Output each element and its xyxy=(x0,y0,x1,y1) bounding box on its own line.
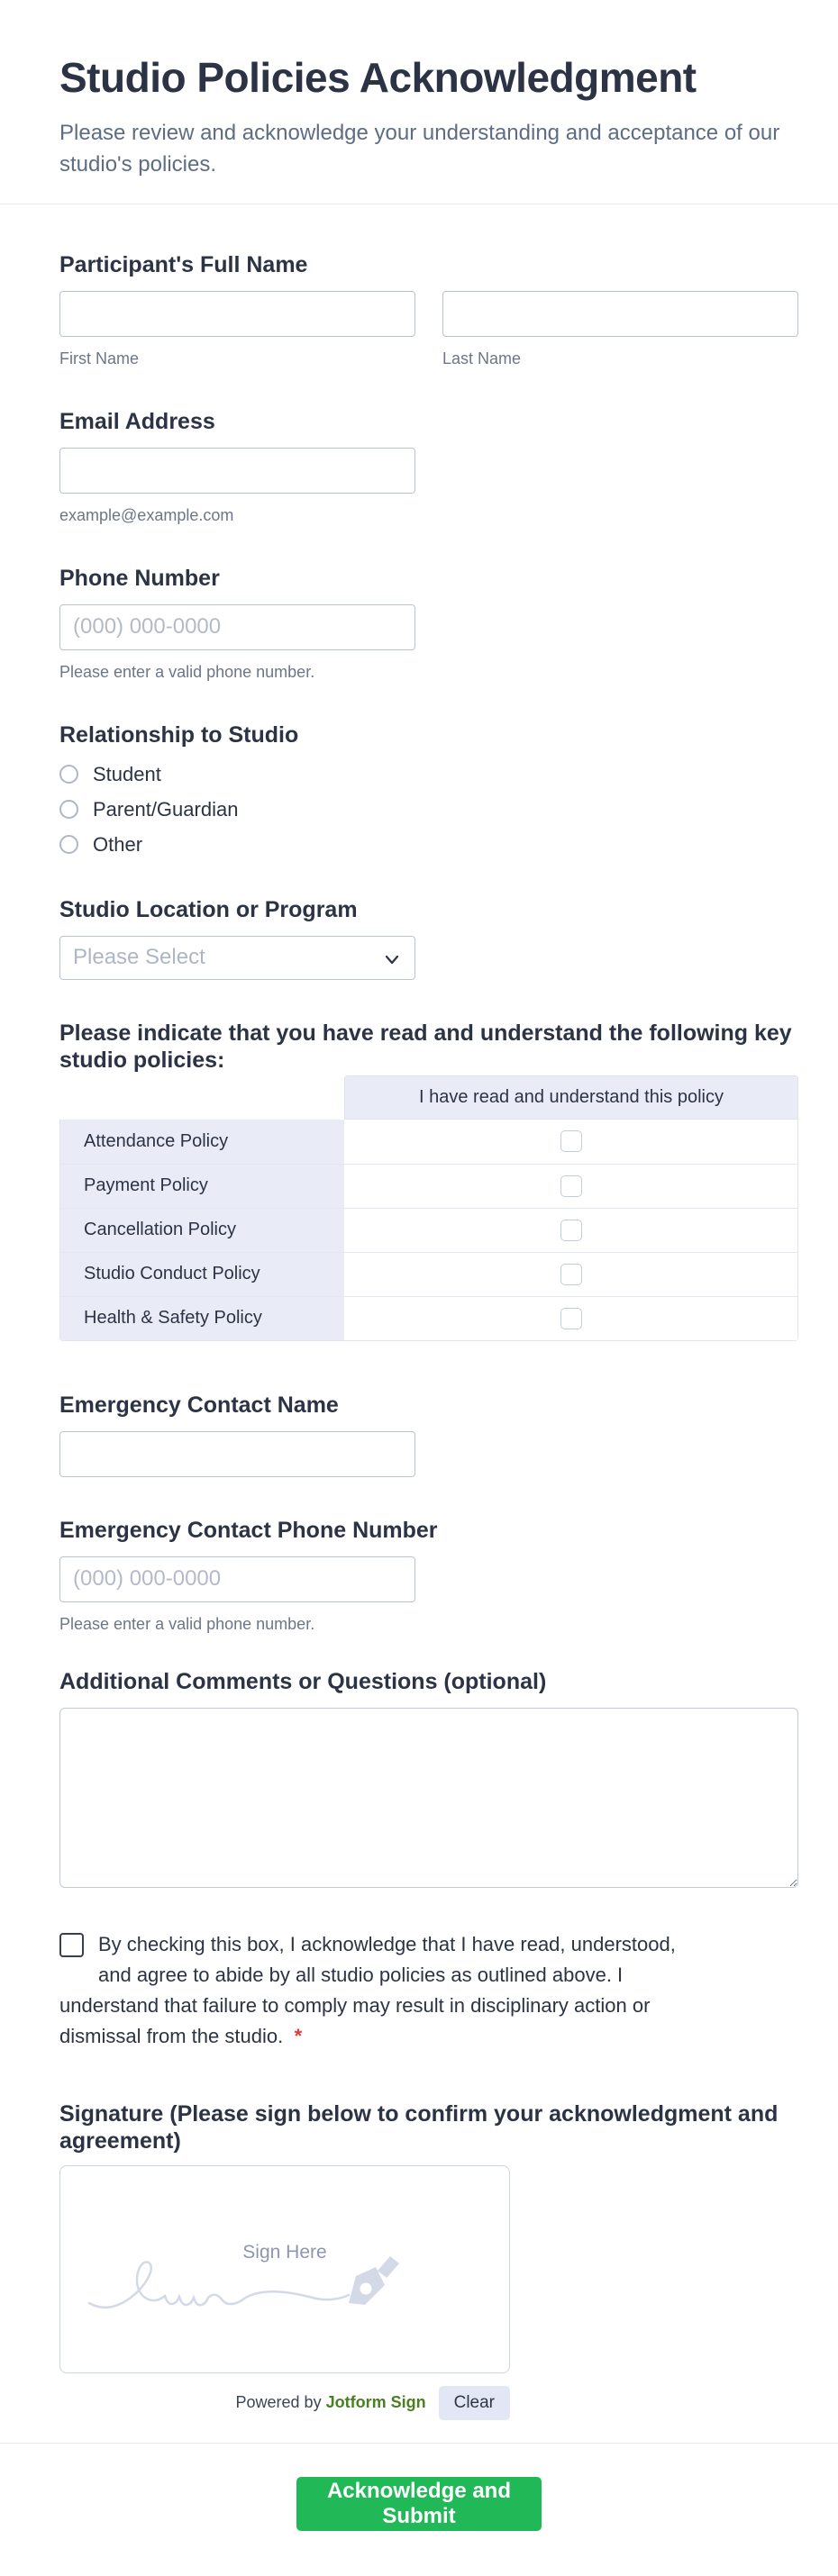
matrix-row-label: Studio Conduct Policy xyxy=(60,1253,344,1296)
question-full-name xyxy=(59,251,798,368)
table-row xyxy=(60,1252,797,1296)
radio-label: Other xyxy=(93,832,143,856)
first-name-input[interactable] xyxy=(59,291,415,337)
emergency-phone-input[interactable] xyxy=(59,1556,415,1602)
select-placeholder: Please Select xyxy=(73,945,205,969)
submit-bar xyxy=(0,2444,838,2576)
attendance-policy-checkbox[interactable] xyxy=(560,1130,582,1152)
powered-by-text: Powered by Jotform Sign xyxy=(235,2393,426,2411)
matrix-column-header: I have read and understand this policy xyxy=(344,1075,798,1120)
radio-label: Parent/Guardian xyxy=(93,797,239,821)
health-safety-policy-checkbox[interactable] xyxy=(560,1308,582,1329)
jotform-sign-brand: Jotform Sign xyxy=(325,2393,426,2411)
page-subtitle: Please review and acknowledge your understanding and acceptance of our studio's policies. xyxy=(59,120,780,177)
chevron-down-icon xyxy=(382,949,402,974)
full-name-label: Participant's Full Name xyxy=(59,251,308,277)
radio-icon[interactable] xyxy=(59,800,78,819)
email-label: Email Address xyxy=(59,408,215,434)
question-phone xyxy=(59,565,798,682)
signature-pad[interactable] xyxy=(59,2165,510,2373)
emergency-name-input[interactable] xyxy=(59,1431,415,1477)
question-emergency-name xyxy=(59,1392,798,1477)
question-policy-matrix xyxy=(59,1020,798,1341)
question-email xyxy=(59,408,798,525)
form-body xyxy=(0,204,838,2420)
table-row xyxy=(60,1208,797,1252)
table-row xyxy=(60,1120,797,1164)
phone-sublabel: Please enter a valid phone number. xyxy=(59,662,315,681)
matrix-row-label: Health & Safety Policy xyxy=(60,1297,344,1340)
email-input[interactable] xyxy=(59,448,415,494)
submit-button[interactable]: Acknowledge and Submit xyxy=(296,2477,542,2531)
matrix-row-label: Attendance Policy xyxy=(60,1120,344,1164)
radio-icon[interactable] xyxy=(59,765,78,784)
last-name-input[interactable] xyxy=(442,291,798,337)
table-row xyxy=(60,1296,797,1340)
studio-conduct-policy-checkbox[interactable] xyxy=(560,1264,582,1285)
acknowledgment-text: By checking this box, I acknowledge that I have read, understood, and agree to abide by all studio policies as outlined above. I understand that failure to comply may result in disciplinary action or dismissal from the studio. xyxy=(59,1932,676,2047)
signature-squiggle xyxy=(86,2245,401,2322)
question-comments xyxy=(59,1668,798,1888)
phone-input[interactable] xyxy=(59,604,415,650)
emergency-phone-label: Emergency Contact Phone Number xyxy=(59,1517,438,1543)
relationship-label: Relationship to Studio xyxy=(59,721,299,748)
question-signature xyxy=(59,2100,798,2420)
sign-here-placeholder: Sign Here xyxy=(242,2241,327,2263)
radio-option-parent-guardian[interactable] xyxy=(59,798,798,821)
signature-footer xyxy=(59,2386,510,2420)
radio-option-other[interactable] xyxy=(59,833,798,857)
question-emergency-phone xyxy=(59,1517,798,1634)
clear-signature-button[interactable]: Clear xyxy=(439,2386,510,2420)
acknowledgment-checkbox[interactable] xyxy=(59,1933,84,1957)
question-relationship xyxy=(59,721,798,857)
cancellation-policy-checkbox[interactable] xyxy=(560,1220,582,1241)
table-row xyxy=(60,1164,797,1208)
matrix-row-label: Cancellation Policy xyxy=(60,1209,344,1252)
matrix-header-spacer xyxy=(59,1075,344,1120)
form-header xyxy=(0,0,838,204)
required-asterisk: * xyxy=(294,2024,303,2047)
last-name-sublabel: Last Name xyxy=(442,349,522,367)
payment-policy-checkbox[interactable] xyxy=(560,1175,582,1197)
question-location xyxy=(59,896,798,980)
email-sublabel: example@example.com xyxy=(59,505,234,524)
matrix-row-label: Payment Policy xyxy=(60,1165,344,1208)
matrix-heading: Please indicate that you have read and understand the following key studio policies: xyxy=(59,1020,792,1073)
location-label: Studio Location or Program xyxy=(59,896,358,922)
comments-label: Additional Comments or Questions (optional) xyxy=(59,1668,547,1694)
emergency-name-label: Emergency Contact Name xyxy=(59,1392,339,1418)
question-acknowledgment xyxy=(59,1929,713,2052)
relationship-radio-group xyxy=(59,763,798,857)
policy-matrix-table xyxy=(59,1075,798,1341)
first-name-sublabel: First Name xyxy=(59,349,140,367)
studio-location-select[interactable] xyxy=(59,936,415,980)
signature-label: Signature (Please sign below to confirm your acknowledgment and agreement) xyxy=(59,2100,779,2154)
comments-textarea[interactable] xyxy=(59,1708,798,1888)
emergency-phone-sublabel: Please enter a valid phone number. xyxy=(59,1614,315,1633)
radio-option-student[interactable] xyxy=(59,763,798,786)
pen-nib-icon xyxy=(349,2256,399,2305)
radio-label: Student xyxy=(93,762,161,785)
phone-label: Phone Number xyxy=(59,565,220,591)
page-title: Studio Policies Acknowledgment xyxy=(59,54,697,101)
radio-icon[interactable] xyxy=(59,835,78,854)
